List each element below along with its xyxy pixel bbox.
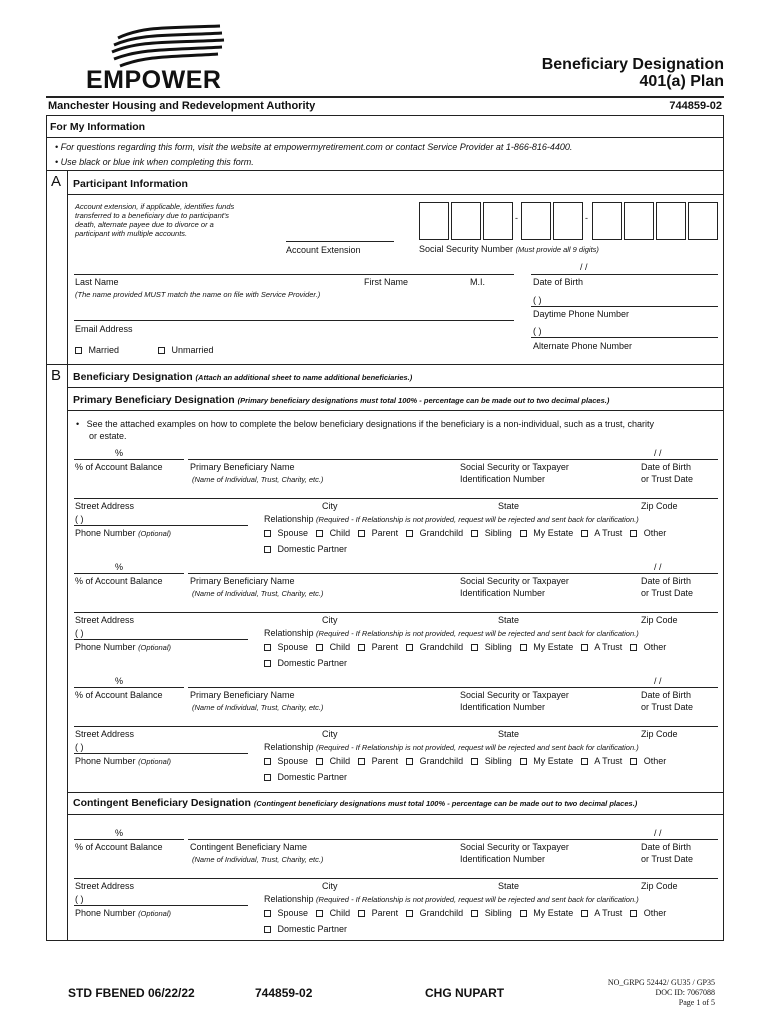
state-label: State bbox=[498, 501, 520, 511]
empower-logo-mark bbox=[108, 24, 226, 70]
ssn-label-2: Identification Number bbox=[460, 588, 546, 598]
name-note: (Name of Individual, Trust, Charity, etc.) bbox=[192, 703, 324, 712]
phone-label: Phone Number (Optional) bbox=[75, 528, 171, 538]
relationship-option-my-estate[interactable]: My Estate bbox=[520, 756, 574, 766]
domestic-partner-checkbox[interactable]: Domestic Partner bbox=[264, 658, 347, 668]
top-rule bbox=[46, 96, 724, 98]
beneficiary-name-label: Primary Beneficiary Name bbox=[190, 576, 295, 586]
relationship-option-my-estate[interactable]: My Estate bbox=[520, 642, 574, 652]
daytime-phone-paren: ( ) bbox=[533, 295, 542, 305]
ssn-label-1: Social Security or Taxpayer bbox=[460, 690, 569, 700]
phone-field[interactable] bbox=[74, 525, 248, 526]
address-field[interactable] bbox=[74, 726, 718, 727]
zip-label: Zip Code bbox=[641, 501, 678, 511]
checkbox-icon bbox=[471, 644, 478, 651]
primary-bullet-cont: or estate. bbox=[89, 431, 127, 441]
dob-label-2: or Trust Date bbox=[641, 702, 694, 712]
beneficiary-name-field[interactable] bbox=[188, 839, 718, 840]
relationship-option-grandchild[interactable]: Grandchild bbox=[406, 642, 463, 652]
relationship-option-sibling[interactable]: Sibling bbox=[471, 756, 512, 766]
relationship-option-sibling[interactable]: Sibling bbox=[471, 908, 512, 918]
state-label: State bbox=[498, 615, 520, 625]
unmarried-checkbox[interactable]: Unmarried bbox=[158, 345, 214, 355]
beneficiary-name-field[interactable] bbox=[188, 573, 718, 574]
account-ext-note-3: death, alternate payee due to divorce or a bbox=[75, 220, 214, 229]
phone-label: Phone Number (Optional) bbox=[75, 908, 171, 918]
checkbox-icon bbox=[316, 644, 323, 651]
dob-label-1: Date of Birth bbox=[641, 690, 692, 700]
checkbox-icon bbox=[358, 644, 365, 651]
zip-label: Zip Code bbox=[641, 729, 678, 739]
my-info-heading: For My Information bbox=[50, 121, 146, 133]
plan-name: Manchester Housing and Redevelopment Authority bbox=[48, 100, 316, 112]
domestic-partner-checkbox[interactable]: Domestic Partner bbox=[264, 772, 347, 782]
city-label: City bbox=[322, 615, 338, 625]
relationship-option-grandchild[interactable]: Grandchild bbox=[406, 528, 463, 538]
footer-page: Page 1 of 5 bbox=[678, 998, 715, 1007]
checkbox-icon bbox=[264, 910, 271, 917]
dob-label-2: or Trust Date bbox=[641, 474, 694, 484]
street-label: Street Address bbox=[75, 501, 135, 511]
dob-slashes: / / bbox=[654, 562, 662, 572]
zip-label: Zip Code bbox=[641, 615, 678, 625]
beneficiary-name-label: Primary Beneficiary Name bbox=[190, 462, 295, 472]
email-label: Email Address bbox=[75, 324, 133, 334]
checkbox-icon bbox=[358, 910, 365, 917]
primary-title: Primary Beneficiary Designation (Primary beneficiary designations must total 100% - percentage can be made out to two decimal places.) bbox=[73, 394, 610, 406]
relationship-option-a-trust[interactable]: A Trust bbox=[581, 756, 622, 766]
relationship-option-other[interactable]: Other bbox=[630, 908, 666, 918]
relationship-option-parent[interactable]: Parent bbox=[358, 756, 398, 766]
alt-phone-field[interactable] bbox=[531, 337, 718, 338]
relationship-option-parent[interactable]: Parent bbox=[358, 528, 398, 538]
dob-label-1: Date of Birth bbox=[641, 462, 692, 472]
relationship-option-a-trust[interactable]: A Trust bbox=[581, 908, 622, 918]
percent-field[interactable] bbox=[74, 573, 184, 574]
address-field[interactable] bbox=[74, 612, 718, 613]
primary-bullet: • See the attached examples on how to complete the below beneficiary designations if the beneficiary is a non-individual, such as a trust, charity bbox=[76, 419, 654, 429]
alt-phone-label: Alternate Phone Number bbox=[533, 341, 633, 351]
relationship-label: Relationship (Required - If Relationship is not provided, request will be rejected and sent back for clarification.) bbox=[264, 742, 639, 752]
checkbox-icon bbox=[264, 660, 271, 667]
relationship-option-other[interactable]: Other bbox=[630, 642, 666, 652]
relationship-option-my-estate[interactable]: My Estate bbox=[520, 908, 574, 918]
first-name-label: First Name bbox=[364, 277, 409, 287]
checkbox-icon bbox=[520, 644, 527, 651]
relationship-option-other[interactable]: Other bbox=[630, 528, 666, 538]
ssn-label-1: Social Security or Taxpayer bbox=[460, 462, 569, 472]
checkbox-icon bbox=[630, 644, 637, 651]
dob-slashes: / / bbox=[654, 828, 662, 838]
ssn-label-1: Social Security or Taxpayer bbox=[460, 842, 569, 852]
name-note: (The name provided MUST match the name on file with Service Provider.) bbox=[75, 290, 321, 299]
relationship-options bbox=[264, 908, 674, 918]
phone-field[interactable] bbox=[74, 905, 248, 906]
checkbox-icon bbox=[581, 530, 588, 537]
plan-number: 744859-02 bbox=[669, 100, 722, 112]
account-ext-note-2: transferred to a beneficiary due to participant's bbox=[75, 211, 230, 220]
ssn-label-2: Identification Number bbox=[460, 854, 546, 864]
name-note: (Name of Individual, Trust, Charity, etc.) bbox=[192, 589, 324, 598]
checkbox-icon bbox=[520, 910, 527, 917]
percent-field[interactable] bbox=[74, 687, 184, 688]
checkbox-icon bbox=[264, 530, 271, 537]
relationship-option-spouse[interactable]: Spouse bbox=[264, 908, 308, 918]
pct-balance-label: % of Account Balance bbox=[75, 576, 163, 586]
relationship-option-child[interactable]: Child bbox=[316, 908, 350, 918]
footer-plan-number: 744859-02 bbox=[255, 986, 313, 1000]
ssn-label: Social Security Number (Must provide all 9 digits) bbox=[419, 244, 599, 254]
address-field[interactable] bbox=[74, 878, 718, 879]
relationship-option-child[interactable]: Child bbox=[316, 528, 350, 538]
pct-balance-label: % of Account Balance bbox=[75, 690, 163, 700]
form-code: STD FBENED 06/22/22 bbox=[68, 986, 195, 1000]
relationship-options bbox=[264, 642, 674, 652]
name-note: (Name of Individual, Trust, Charity, etc.) bbox=[192, 475, 324, 484]
beneficiary-name-field[interactable] bbox=[188, 687, 718, 688]
last-name-label: Last Name bbox=[75, 277, 119, 287]
relationship-option-my-estate[interactable]: My Estate bbox=[520, 528, 574, 538]
percent-field[interactable] bbox=[74, 459, 184, 460]
street-label: Street Address bbox=[75, 615, 135, 625]
relationship-option-a-trust[interactable]: A Trust bbox=[581, 642, 622, 652]
domestic-partner-checkbox[interactable]: Domestic Partner bbox=[264, 924, 347, 934]
dob-slashes: / / bbox=[580, 262, 588, 272]
state-label: State bbox=[498, 881, 520, 891]
checkbox-icon bbox=[406, 530, 413, 537]
checkbox-icon bbox=[520, 758, 527, 765]
info-bullet-2: • Use black or blue ink when completing this form. bbox=[55, 157, 254, 167]
checkbox-icon bbox=[406, 644, 413, 651]
section-b-title: Beneficiary Designation (Attach an additional sheet to name additional beneficiaries.) bbox=[73, 371, 413, 383]
checkbox-icon bbox=[75, 347, 82, 354]
dob-label-2: or Trust Date bbox=[641, 854, 694, 864]
pct-balance-label: % of Account Balance bbox=[75, 462, 163, 472]
relationship-options bbox=[264, 528, 674, 538]
phone-field[interactable] bbox=[74, 639, 248, 640]
relationship-option-other[interactable]: Other bbox=[630, 756, 666, 766]
street-label: Street Address bbox=[75, 881, 135, 891]
relationship-option-grandchild[interactable]: Grandchild bbox=[406, 908, 463, 918]
relationship-option-parent[interactable]: Parent bbox=[358, 642, 398, 652]
form-subtitle: 401(a) Plan bbox=[639, 73, 724, 90]
dob-field[interactable] bbox=[531, 274, 718, 275]
name-note: (Name of Individual, Trust, Charity, etc.) bbox=[192, 855, 324, 864]
relationship-option-spouse[interactable]: Spouse bbox=[264, 528, 308, 538]
city-label: City bbox=[322, 729, 338, 739]
checkbox-icon bbox=[630, 910, 637, 917]
phone-field[interactable] bbox=[74, 753, 248, 754]
checkbox-icon bbox=[406, 758, 413, 765]
relationship-option-sibling[interactable]: Sibling bbox=[471, 528, 512, 538]
percent-field[interactable] bbox=[74, 839, 184, 840]
relationship-option-a-trust[interactable]: A Trust bbox=[581, 528, 622, 538]
daytime-phone-label: Daytime Phone Number bbox=[533, 309, 630, 319]
account-extension-field[interactable] bbox=[286, 241, 394, 242]
phone-paren: ( ) bbox=[75, 628, 84, 638]
checkbox-icon bbox=[264, 644, 271, 651]
relationship-option-spouse[interactable]: Spouse bbox=[264, 756, 308, 766]
section-a-letter: A bbox=[51, 173, 62, 190]
relationship-options bbox=[264, 756, 674, 766]
phone-paren: ( ) bbox=[75, 894, 84, 904]
beneficiary-name-field[interactable] bbox=[188, 459, 718, 460]
married-checkbox[interactable]: Married bbox=[75, 345, 119, 355]
relationship-label: Relationship (Required - If Relationship is not provided, request will be rejected and sent back for clarification.) bbox=[264, 894, 639, 904]
relationship-option-child[interactable]: Child bbox=[316, 756, 350, 766]
checkbox-icon bbox=[158, 347, 165, 354]
percent-sign: % bbox=[115, 828, 124, 838]
city-label: City bbox=[322, 881, 338, 891]
form-title: Beneficiary Designation bbox=[541, 56, 724, 73]
checkbox-icon bbox=[264, 758, 271, 765]
account-ext-note-4: participant with multiple accounts. bbox=[75, 229, 188, 238]
checkbox-icon bbox=[264, 546, 271, 553]
checkbox-icon bbox=[630, 758, 637, 765]
footer-chg: CHG NUPART bbox=[425, 986, 505, 1000]
footer-ref-2: DOC ID: 7067088 bbox=[655, 988, 715, 997]
email-field[interactable] bbox=[74, 320, 514, 321]
checkbox-icon bbox=[264, 774, 271, 781]
domestic-partner-checkbox[interactable]: Domestic Partner bbox=[264, 544, 347, 554]
mi-label: M.I. bbox=[470, 277, 485, 287]
dob-label-1: Date of Birth bbox=[641, 842, 692, 852]
dob-slashes: / / bbox=[654, 676, 662, 686]
checkbox-icon bbox=[406, 910, 413, 917]
dob-label-1: Date of Birth bbox=[641, 576, 692, 586]
percent-sign: % bbox=[115, 562, 124, 572]
contingent-title: Contingent Beneficiary Designation (Contingent beneficiary designations must total 100% - percentage can be made out to two decimal places.) bbox=[73, 797, 638, 809]
alt-phone-paren: ( ) bbox=[533, 326, 542, 336]
account-ext-note-1: Account extension, if applicable, identifies funds bbox=[75, 202, 235, 211]
checkbox-icon bbox=[316, 530, 323, 537]
address-field[interactable] bbox=[74, 498, 718, 499]
checkbox-icon bbox=[471, 910, 478, 917]
relationship-option-parent[interactable]: Parent bbox=[358, 908, 398, 918]
beneficiary-name-label: Contingent Beneficiary Name bbox=[190, 842, 308, 852]
checkbox-icon bbox=[316, 758, 323, 765]
relationship-label: Relationship (Required - If Relationship is not provided, request will be rejected and sent back for clarification.) bbox=[264, 514, 639, 524]
street-label: Street Address bbox=[75, 729, 135, 739]
ssn-label-2: Identification Number bbox=[460, 474, 546, 484]
form-page: EMPOWER Beneficiary Designation 401(a) Plan Manchester Housing and Redevelopment Authority 744859-02 For My Information • For questions regarding this form, visit the website at empowermyretirement.com or contact Service Provider at 1-866-816-4400. • Use black or blue ink when completing this form. A Participant Information Account extension, if applicable, identifies funds transferred to a beneficiary due to participant's death, alternate payee due to divorce or a participant with multiple accounts. Account Extension - - Social Security Number (Must provide all 9 digits) / / Last Name First Name M.I. Date of Birth (The name provided MUST match the name on file with Service Provider.) ( ) Daytime Phone Number Email Address ( ) Alternate Phone Number Married Unmarried B Beneficiary Designation (Attach an additional sheet to name additional beneficiaries.) Primary Beneficiary Designation (Primary beneficiary designations must total 100% - percentage can be made out to two decimal places.) • See the attached examples on how to complete the below beneficiary designations if the beneficiary is a non-individual, such as a trust, charity or estate. % / / % of Account Balance Primary Beneficiary Name (Name of Individual, Trust, Charity, etc.) Social Security or Taxpayer Identification Number Date of Birth or Trust Date Street Address City State Zip Code ( ) Phone Number (Optional) Relationship (Required - If Relationship is not provided, request will be rejected and sent back for clarification.) Spouse Child Parent Grandchild Sibling My Estate A Trust Other Domestic Partner % / / % of Account Balance Primary Beneficiary Name (Name of Individual, Trust, Charity, etc.) Social Security or Taxpayer Identification Number Date of Birth or Trust Date Street Address City State Zip Code ( ) Phone Number (Optional) Relationship (Required - If Relationship is not provided, request will be rejected and sent back for clarification.) Spouse Child Parent Grandchild Sibling My Estate A Trust Other Domestic Partner % / / % of Account Balance Primary Beneficiary Name (Name of Individual, Trust, Charity, etc.) Social Security or Taxpayer Identification Number Date of Birth or Trust Date Street Address City State Zip Code ( ) Phone Number (Optional) Relationship (Required - If Relationship is not provided, request will be rejected and sent back for clarification.) Spouse Child Parent Grandchild Sibling My Estate A Trust Other Domestic Partner Contingent Beneficiary Designation (Contingent beneficiary designations must total 100% - percentage can be made out to two decimal places.) % / / % of Account Balance Contingent Beneficiary Name (Name of Individual, Trust, Charity, etc.) Social Security or Taxpayer Identification Number Date of Birth or Trust Date Street Address City State Zip Code ( ) Phone Number (Optional) Relationship (Required - If Relationship is not provided, request will be rejected and sent back for clarification.) Spouse Child Parent Grandchild Sibling My Estate A Trust Other Domestic Partner STD FBENED 06/22/22 744859-02 CHG NUPART NO_GRPG 52442/ GU35 / GP35 DOC ID: 7067088 Page 1 of 5 bbox=[0, 0, 770, 1024]
checkbox-icon bbox=[471, 530, 478, 537]
checkbox-icon bbox=[581, 644, 588, 651]
daytime-phone-field[interactable] bbox=[531, 306, 718, 307]
relationship-option-child[interactable]: Child bbox=[316, 642, 350, 652]
percent-sign: % bbox=[115, 676, 124, 686]
phone-label: Phone Number (Optional) bbox=[75, 756, 171, 766]
section-a-title: Participant Information bbox=[73, 178, 188, 190]
checkbox-icon bbox=[316, 910, 323, 917]
checkbox-icon bbox=[471, 758, 478, 765]
relationship-option-grandchild[interactable]: Grandchild bbox=[406, 756, 463, 766]
phone-paren: ( ) bbox=[75, 742, 84, 752]
dob-label-2: or Trust Date bbox=[641, 588, 694, 598]
percent-sign: % bbox=[115, 448, 124, 458]
phone-paren: ( ) bbox=[75, 514, 84, 524]
checkbox-icon bbox=[358, 530, 365, 537]
dob-slashes: / / bbox=[654, 448, 662, 458]
dob-label: Date of Birth bbox=[533, 277, 584, 287]
city-label: City bbox=[322, 501, 338, 511]
phone-label: Phone Number (Optional) bbox=[75, 642, 171, 652]
relationship-option-sibling[interactable]: Sibling bbox=[471, 642, 512, 652]
zip-label: Zip Code bbox=[641, 881, 678, 891]
checkbox-icon bbox=[581, 910, 588, 917]
ssn-label-2: Identification Number bbox=[460, 702, 546, 712]
footer-ref-1: NO_GRPG 52442/ GU35 / GP35 bbox=[607, 978, 715, 987]
name-field[interactable] bbox=[74, 274, 514, 275]
checkbox-icon bbox=[581, 758, 588, 765]
checkbox-icon bbox=[358, 758, 365, 765]
checkbox-icon bbox=[630, 530, 637, 537]
state-label: State bbox=[498, 729, 520, 739]
checkbox-icon bbox=[264, 926, 271, 933]
pct-balance-label: % of Account Balance bbox=[75, 842, 163, 852]
beneficiary-name-label: Primary Beneficiary Name bbox=[190, 690, 295, 700]
section-b-letter: B bbox=[51, 367, 62, 384]
ssn-label-1: Social Security or Taxpayer bbox=[460, 576, 569, 586]
checkbox-icon bbox=[520, 530, 527, 537]
relationship-option-spouse[interactable]: Spouse bbox=[264, 642, 308, 652]
relationship-label: Relationship (Required - If Relationship is not provided, request will be rejected and sent back for clarification.) bbox=[264, 628, 639, 638]
empower-logo-text: EMPOWER bbox=[86, 66, 222, 94]
info-bullet-1: • For questions regarding this form, visit the website at empowermyretirement.com or contact Service Provider at 1-866-816-4400. bbox=[55, 142, 573, 152]
account-extension-label: Account Extension bbox=[286, 245, 361, 255]
